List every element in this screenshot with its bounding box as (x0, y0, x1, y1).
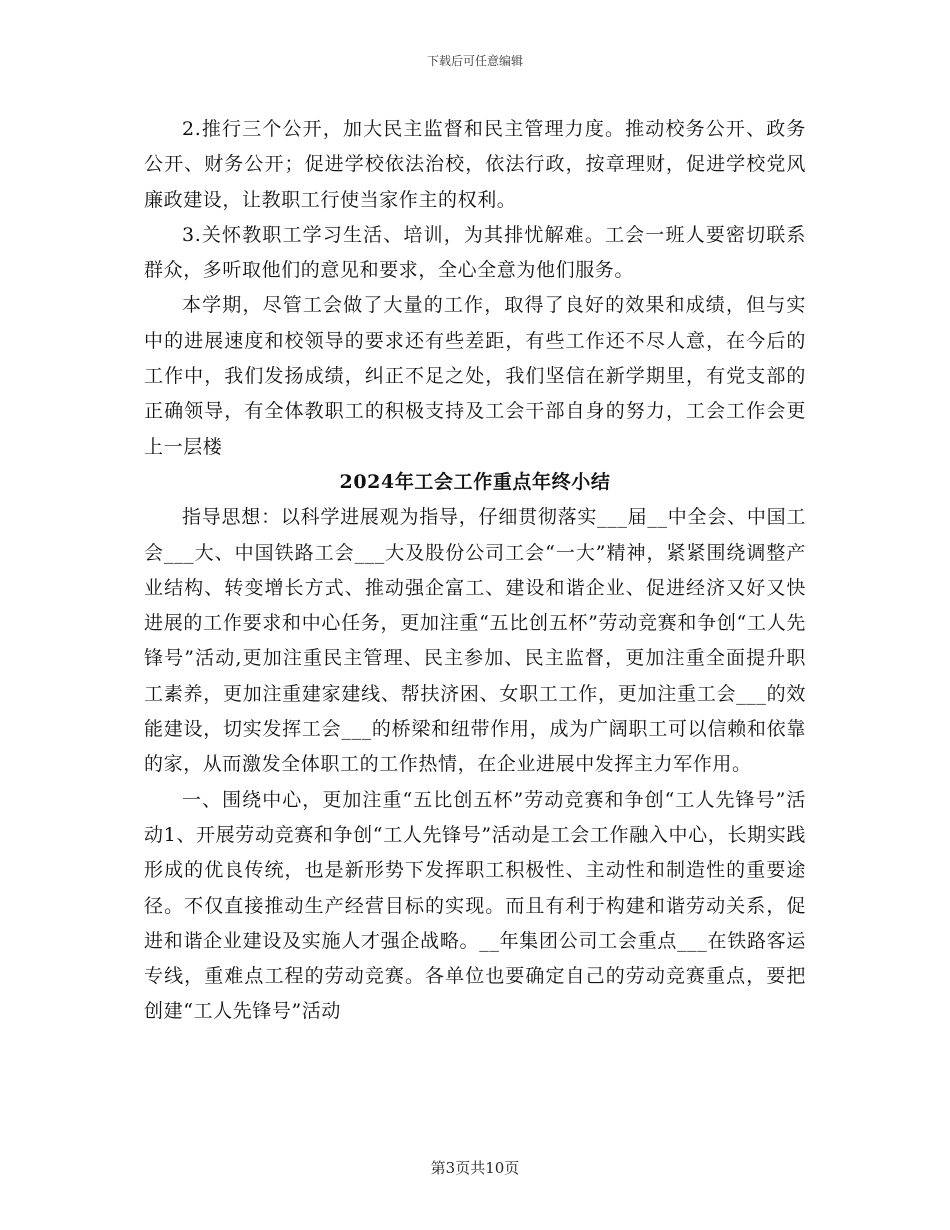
header-note: 下载后可任意编辑 (426, 54, 523, 68)
paragraph: 2.推行三个公开，加大民主监督和民主管理力度。推动校务公开、政务公开、财务公开；促进学校依法治校，依法行政，按章理财，促进学校党风廉政建设，让教职工行使当家作主的权利。 (144, 118, 806, 211)
page-number: 第3页共10页 (430, 1159, 520, 1177)
section-title: 2024年工会工作重点年终小结 (339, 470, 611, 493)
paragraph: 指导思想：以科学进展观为指导，仔细贯彻落实___届__中全会、中国工会___大、中国铁路工会___大及股份公司工会“一大”精神，紧紧围绕调整产业结构、转变增长方式、推动强企富工、建设和谐企业、促进经济又好又快进展的工作要求和中心任务，更加注重“五比创五杯”劳动竞赛和争创“工人先锋号”活动,更加注重民主管理、民主参加、民主监督，更加注重全面提升职工素养，更加注重建家建线、帮扶济困、女职工工作，更加注重工会___的效能建设，切实发挥工会___的桥梁和纽带作用，成为广阔职工可以信赖和依靠的家，从而激发全体职工的工作热情，在企业进展中发挥主力军作用。 (144, 506, 806, 776)
paragraph: 3.关怀教职工学习生活、培训，为其排忧解难。工会一班人要密切联系群众，多听取他们的意见和要求，全心全意为他们服务。 (144, 223, 806, 282)
paragraph: 本学期，尽管工会做了大量的工作，取得了良好的效果和成绩，但与实中的进展速度和校领导的要求还有些差距，有些工作还不尽人意，在今后的工作中，我们发扬成绩，纠正不足之处，我们坚信在新学期里，有党支部的正确领导，有全体教职工的积极支持及工会干部自身的努力，工会工作会更上一层楼 (144, 294, 806, 458)
document-body (144, 112, 806, 1030)
paragraph: 一、围绕中心，更加注重“五比创五杯”劳动竞赛和争创“工人先锋号”活动1、开展劳动竞赛和争创“工人先锋号”活动是工会工作融入中心，长期实践形成的优良传统，也是新形势下发挥职工积极性、主动性和制造性的重要途径。不仅直接推动生产经营目标的实现。而且有利于构建和谐劳动关系，促进和谐企业建设及实施人才强企战略。__年集团公司工会重点___在铁路客运专线，重难点工程的劳动竞赛。各单位也要确定自己的劳动竞赛重点，要把创建“工人先锋号”活动 (144, 788, 806, 1023)
